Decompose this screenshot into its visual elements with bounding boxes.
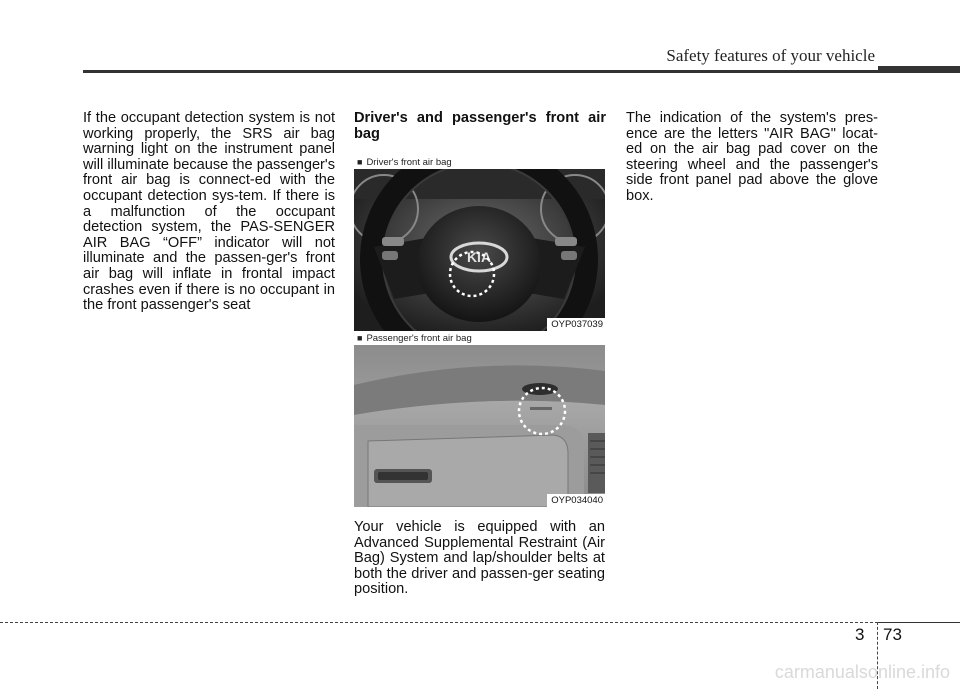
figure-caption-text: Driver's front air bag: [366, 157, 452, 168]
column-1-text: If the occupant detection system is not working properly, the SRS air bag warning light on the instrument panel will illuminate because the passenger's front air bag is connect-ed with the occupant detection sys-tem. If there is a malfunction of the occupant detection system, the PAS-SENGER AIR BAG “OFF” indicator will not illuminate and the passen-ger's front air bag will inflate in frontal impact crashes even if there is no occupant in the front passenger's seat: [83, 110, 335, 314]
footer-rule: [0, 622, 878, 623]
figure-code: OYP037039: [547, 318, 605, 331]
chapter-number: 3: [855, 625, 865, 644]
steering-wheel-image: [354, 169, 605, 331]
column-3: [626, 111, 878, 205]
section-heading: Driver's and passenger's front air bag: [354, 110, 606, 142]
column-1: [83, 111, 335, 314]
page-header-title: Safety features of your vehicle: [666, 46, 875, 65]
column-2: [354, 111, 606, 142]
svg-text:KIA: KIA: [466, 249, 492, 265]
figure-driver-airbag: [354, 156, 605, 331]
header-rule: [83, 70, 878, 73]
column-2-text-block: [354, 520, 605, 598]
footer-rule-right: [878, 622, 960, 623]
figure-caption-text: Passenger's front air bag: [366, 333, 472, 344]
figure-caption: [354, 156, 605, 169]
figure-code: OYP034040: [547, 494, 605, 507]
figure-caption: [354, 332, 605, 345]
page-number: 73: [883, 625, 902, 644]
dashboard-image: [354, 345, 605, 507]
column-3-text: The indication of the system's pres-ence are the letters "AIR BAG" locat-ed on the air bag pad cover on the steering wheel and the passenger's side front panel pad above the glove box.: [626, 110, 878, 204]
square-bullet-icon: ■: [357, 333, 363, 343]
square-bullet-icon: ■: [357, 157, 363, 167]
header-tab: [878, 66, 960, 73]
figure-passenger-airbag: [354, 332, 605, 507]
watermark: carmanualsonline.info: [774, 662, 950, 682]
column-2-text: Your vehicle is equipped with an Advanced Supplemental Restraint (Air Bag) System and lap/shoulder belts at both the driver and passen-ger seating position.: [354, 519, 605, 598]
